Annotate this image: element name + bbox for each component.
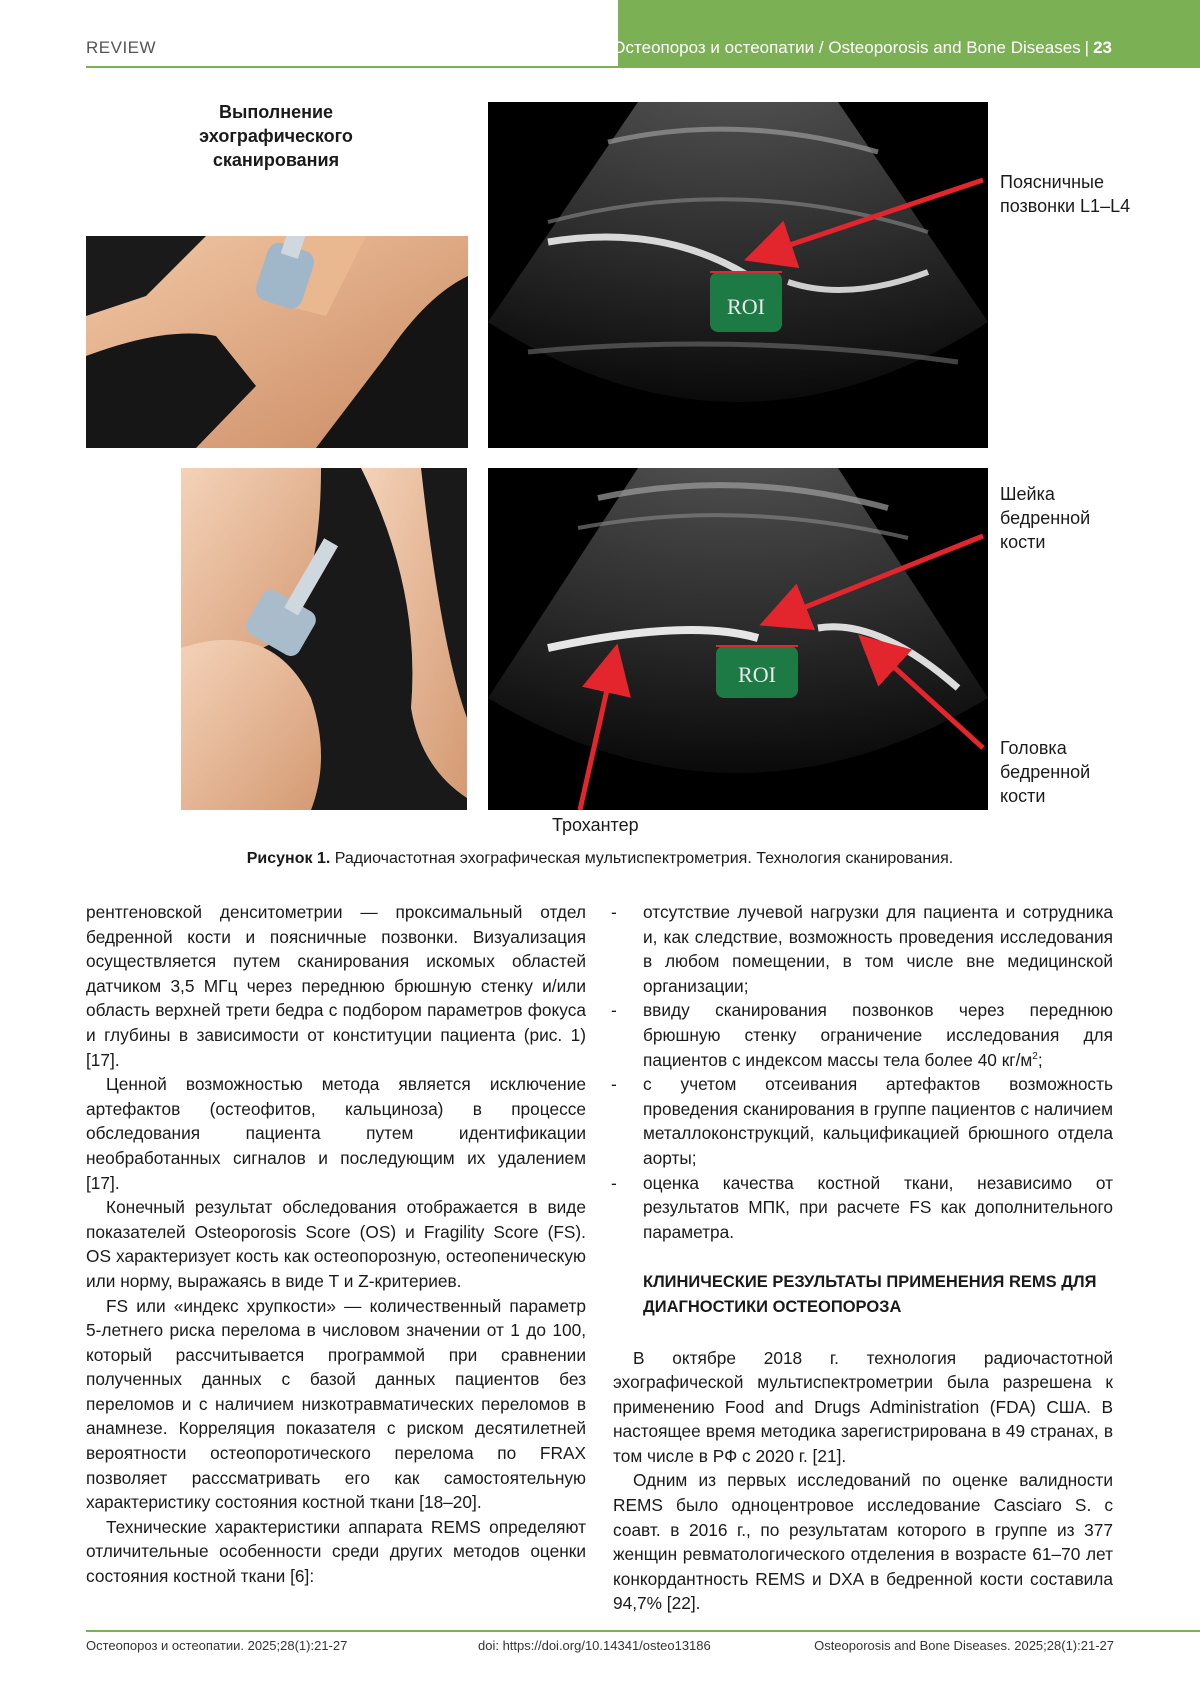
label-femoral-neck: Шейка бедренной кости (1000, 484, 1091, 552)
caption-lead: Рисунок 1. (246, 850, 331, 867)
paragraph: Технические характеристики аппарата REMS определяют отличительные особенности среди других методов оценки состояния костной ткани [6]: (86, 1516, 586, 1587)
illustration-hip-scan (181, 468, 467, 810)
paragraph: Конечный результат обследования отображается в виде показателей Osteoporosis Score (OS) и Fragility Score (FS). OS характеризует кость как остеопорозную, остеопеническую или норму, выражаясь в виде T и Z-критериев. (86, 1197, 586, 1291)
caption-text: Радиочастотная эхографическая мультиспектрометрия. Технология сканирования. (334, 850, 954, 867)
journal-title: Остеопороз и остеопатии / Osteoporosis and Bone Diseases (612, 38, 1081, 57)
left-column (86, 900, 586, 1589)
illustration-abdomen-scan (86, 236, 468, 448)
header-rule (86, 66, 1200, 68)
superscript: 2 (1032, 1050, 1038, 1062)
list-item (613, 998, 1113, 1072)
footer-citation-en: Osteoporosis and Bone Diseases. 2025;28(1):21-27 (814, 1638, 1114, 1653)
footer-citation-ru: Остеопороз и остеопатии. 2025;28(1):21-27 (86, 1638, 348, 1653)
list-item-tail: ; (1037, 1049, 1043, 1070)
list-item: - с учетом отсеивания артефактов возможность проведения сканирования в группе пациентов с наличием металлоконструкций, кальцификацией брюшного отдела аорты; (613, 1072, 1113, 1170)
figure-caption (86, 850, 1114, 868)
ultrasound-lumbar-image (488, 102, 988, 448)
section-heading: КЛИНИЧЕСКИЕ РЕЗУЛЬТАТЫ ПРИМЕНЕНИЯ REMS ДЛЯ ДИАГНОСТИКИ ОСТЕОПОРОЗА (643, 1273, 1097, 1316)
list-item: - оценка качества костной ткани, независимо от результатов МПК, при расчете FS как дополнительного параметра. (613, 1171, 1113, 1245)
label-lumbar-vertebrae: Поясничные позвонки L1–L4 (1000, 172, 1131, 216)
paragraph: FS или «индекс хрупкости» — количественный параметр 5-летнего риска перелома в числовом значении от 1 до 100, который рассчитывается программой при сравнении полученных данных с базой данных пациентов без переломов и с наличием низкотравматических переломов в анамнезе. Корреляция показателя с риском десятилетней вероятности остеопоротического перелома по FRAX позволяет расссматривать его как самостоятельную характеристику состояния костной ткани [18–20]. (86, 1295, 586, 1513)
paragraph: Ценной возможностью метода является исключение артефактов (остеофитов, кальциноза) в процессе обследования пациента путем идентификации необработанных сигналов и последующим их удалением [17]. (86, 1074, 586, 1193)
ultrasound-femur-image (488, 468, 988, 810)
figure-title: Выполнение эхографического сканирования (199, 102, 353, 170)
right-column (613, 900, 1113, 1616)
paragraph: Одним из первых исследований по оценке валидности REMS было одноцентровое исследование Casciaro S. с соавт. в 2016 г., по результатам которого в группе из 377 женщин ревматологического отделения в возрасте 61–70 лет конкордантность REMS и DXA в бедренной кости составила 94,7% [22]. (613, 1470, 1113, 1614)
footer-rule (86, 1630, 1200, 1632)
paragraph: В октябре 2018 г. технология радиочастотной эхографической мультиспектрометрии была разрешена к применению Food and Drugs Administration (FDA) США. В настоящее время методика зарегистрирована в 49 странах, в том числе в РФ с 2020 г. [21]. (613, 1347, 1113, 1466)
journal-header: Остеопороз и остеопатии / Osteoporosis and Bone Diseases | 23 (612, 38, 1112, 57)
roi-label: ROI (727, 294, 765, 319)
section-label: REVIEW (86, 38, 157, 57)
list-item-text: ввиду сканирования позвонков через переднюю брюшную стенку ограничение исследования для пациентов с индексом массы тела более 40 кг/м (643, 1000, 1113, 1070)
label-femoral-head: Головка бедренной кости (1000, 738, 1091, 806)
list-item: - отсутствие лучевой нагрузки для пациента и сотрудника и, как следствие, возможность проведения исследования в любом помещении, в том числе вне медицинской организации; (613, 900, 1113, 998)
page-number: 23 (1093, 38, 1112, 57)
roi-label-femur: ROI (738, 662, 776, 687)
label-trochanter: Трохантер (552, 815, 639, 835)
footer-doi[interactable]: doi: https://doi.org/10.14341/osteo13186 (478, 1638, 711, 1653)
paragraph: рентгеновской денситометрии — проксимальный отдел бедренной кости и поясничные позвонки. Визуализация осуществляется путем сканирования искомых областей датчиком 3,5 МГц через переднюю брюшную стенку и/или область верхней трети бедра с подбором параметров фокуса и глубины в зависимости от конституции пациента (рис. 1) [17]. (86, 902, 586, 1070)
feature-list (613, 900, 1113, 1244)
